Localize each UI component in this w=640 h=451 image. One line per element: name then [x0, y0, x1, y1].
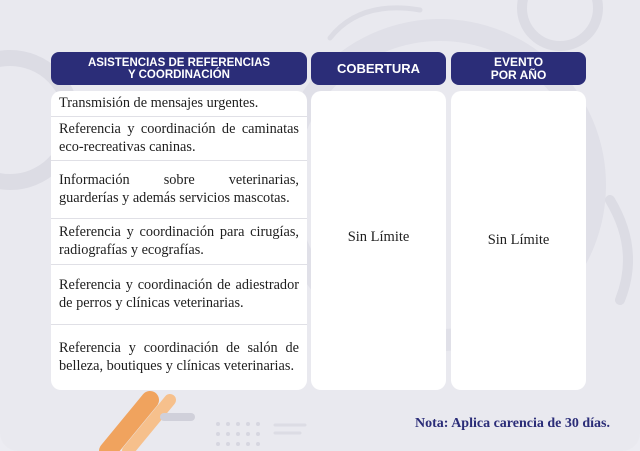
- header-events-line1: EVENTO: [493, 54, 544, 69]
- deco-dot-grid: [216, 422, 260, 446]
- events-value: Sin Límite: [487, 232, 550, 248]
- services-list: [51, 91, 307, 390]
- deco-lines-bottom: [275, 425, 305, 433]
- service-row: [51, 91, 307, 117]
- service-text: Referencia y coordinación de adiestrador de perros y clínicas veterinarias.: [59, 277, 299, 311]
- service-row: [51, 117, 307, 161]
- header-services: [51, 52, 307, 85]
- service-row: [51, 265, 307, 325]
- service-row: [51, 219, 307, 265]
- coverage-value: Sin Límite: [347, 229, 410, 245]
- service-text: Referencia y coordinación de caminatas eco-recreativas caninas.: [59, 121, 299, 155]
- service-text: Referencia y coordinación para cirugías, radiografías y ecografías.: [59, 224, 299, 258]
- service-text: Transmisión de mensajes urgentes.: [59, 94, 259, 111]
- header-services-line1: ASISTENCIAS DE REFERENCIAS: [87, 56, 271, 69]
- service-text: Referencia y coordinación de salón de belleza, boutiques y clínicas veterinarias.: [59, 340, 299, 374]
- deco-ring-top: [522, 0, 598, 46]
- coverage-cell: [311, 91, 446, 390]
- header-events: [451, 52, 586, 85]
- header-coverage: COBERTURA: [311, 52, 446, 85]
- header-services-line2: Y COORDINACIÓN: [127, 68, 230, 81]
- deco-curve-right: [610, 200, 628, 300]
- deco-bar-grey: [160, 413, 195, 421]
- footnote: Nota: Aplica carencia de 30 días.: [415, 416, 610, 431]
- service-row: [51, 161, 307, 219]
- events-cell: [451, 91, 586, 390]
- header-events-line2: POR AÑO: [490, 67, 547, 82]
- service-row: [51, 325, 307, 390]
- service-text: Información sobre veterinarias, guarderías y además servicios mascotas.: [59, 172, 299, 206]
